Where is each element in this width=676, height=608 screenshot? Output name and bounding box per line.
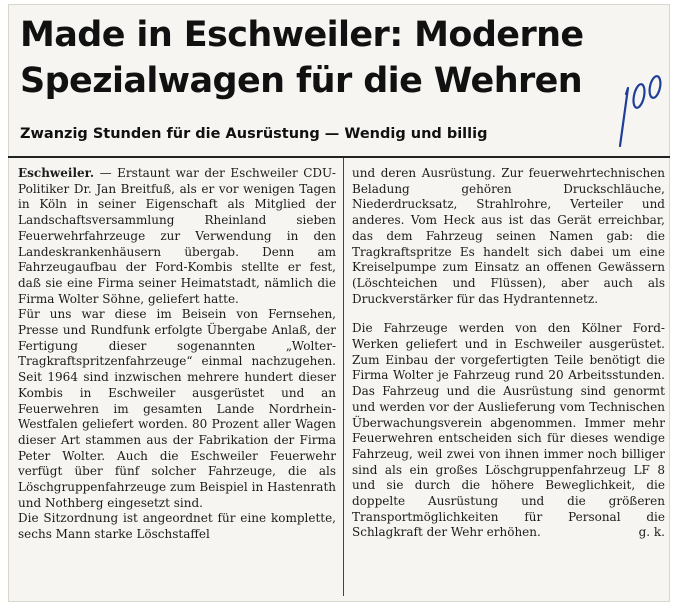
paragraph: und deren Ausrüstung. Zur feuerwehrtechnischen Beladung gehören Druckschläuche, Niederdrucksatz, Strahlrohre, Verteiler und anderes. Vom Heck aus ist das Gerät erreichbar, das dem Fahrzeug seinen Namen gab: die Tragkraftspritze Es handelt sich dabei um eine Kreiselpumpe zum Einsatz an offenen Gewässern (Löschteichen und Flüssen), aber auch als Druckverstärker für das Hydrantennetz. — [352, 166, 665, 306]
paragraph: Die Sitzordnung ist angeordnet für eine komplette, sechs Mann starke Löschstaffel — [18, 511, 336, 542]
article-column-right — [352, 166, 665, 541]
author-signature: g. k. — [638, 525, 665, 540]
headline-line-2: Spezialwagen für die Wehren — [20, 61, 583, 101]
column-divider — [343, 158, 344, 596]
paragraph: Die Fahrzeuge werden von den Kölner Ford-Werken geliefert und in Eschweiler ausgerüstet. Zum Einbau der vorgefertigten Teile benötigt die Firma Wolter je Fahrzeug rund 20 Arbeitsstunden. Das Fahrzeug und die Ausrüstung sind genormt und werden vor der Auslieferung vom Technischen Überwachungsverein abgenommen. Immer mehr Feuerwehren entscheiden sich für dieses wendige Fahrzeug, weil zwei von ihnen immer noch billiger sind als ein großes Löschgruppenfahrzeug LF 8 und sie durch die höhere Beweglichkeit, die doppelte Ausrüstung und die größeren Transportmöglichkeiten für Personal die Schlagkraft der Wehr erhöhen. — [352, 321, 665, 540]
headline — [20, 12, 660, 104]
subheadline: Zwanzig Stunden für die Ausrüstung — Wendig und billig — [20, 126, 488, 142]
paragraph — [18, 166, 336, 307]
handwritten-number-drawing — [612, 74, 668, 150]
paragraph-text: — Erstaunt war der Eschweiler CDU-Politiker Dr. Jan Breitfuß, als er vor wenigen Tagen in Köln in seiner Eigenschaft als Mitglied der Landschaftsversammlung Rheinland sieben Feuerwehrfahrzeuge zur Verwendung in den Landeskrankenhäusern übergab. Denn am Fahrzeugaufbau der Ford-Kombis stellte er fest, daß sie eine Firma seiner Heimatstadt, nämlich die Firma Wolter Söhne, geliefert hatte. — [18, 166, 336, 306]
dateline: Eschweiler. — [18, 166, 95, 180]
headline-line-1: Made in Eschweiler: Moderne — [20, 15, 584, 55]
handwritten-annotation — [612, 74, 668, 150]
paragraph: Für uns war diese im Beisein von Fernsehen, Presse und Rundfunk erfolgte Übergabe Anlaß, der Fertigung dieser sogenannten „Wolter-Tragkraftspritzenfahrzeuge“ einmal nachzugehen. Seit 1964 sind inzwischen mehrere hundert dieser Kombis in Eschweiler ausgerüstet und an Feuerwehren im gesamten Lande Nordrhein-Westfalen geliefert worden. 80 Prozent aller Wagen dieser Art stammen aus der Fabrikation der Firma Peter Wolter. Auch die Eschweiler Feuerwehr verfügt über fünf solcher Fahrzeuge, die als Löschgruppenfahrzeuge zum Beispiel in Hastenrath und Nothberg eingesetzt sind. — [18, 307, 336, 510]
article-column-left — [18, 166, 336, 543]
